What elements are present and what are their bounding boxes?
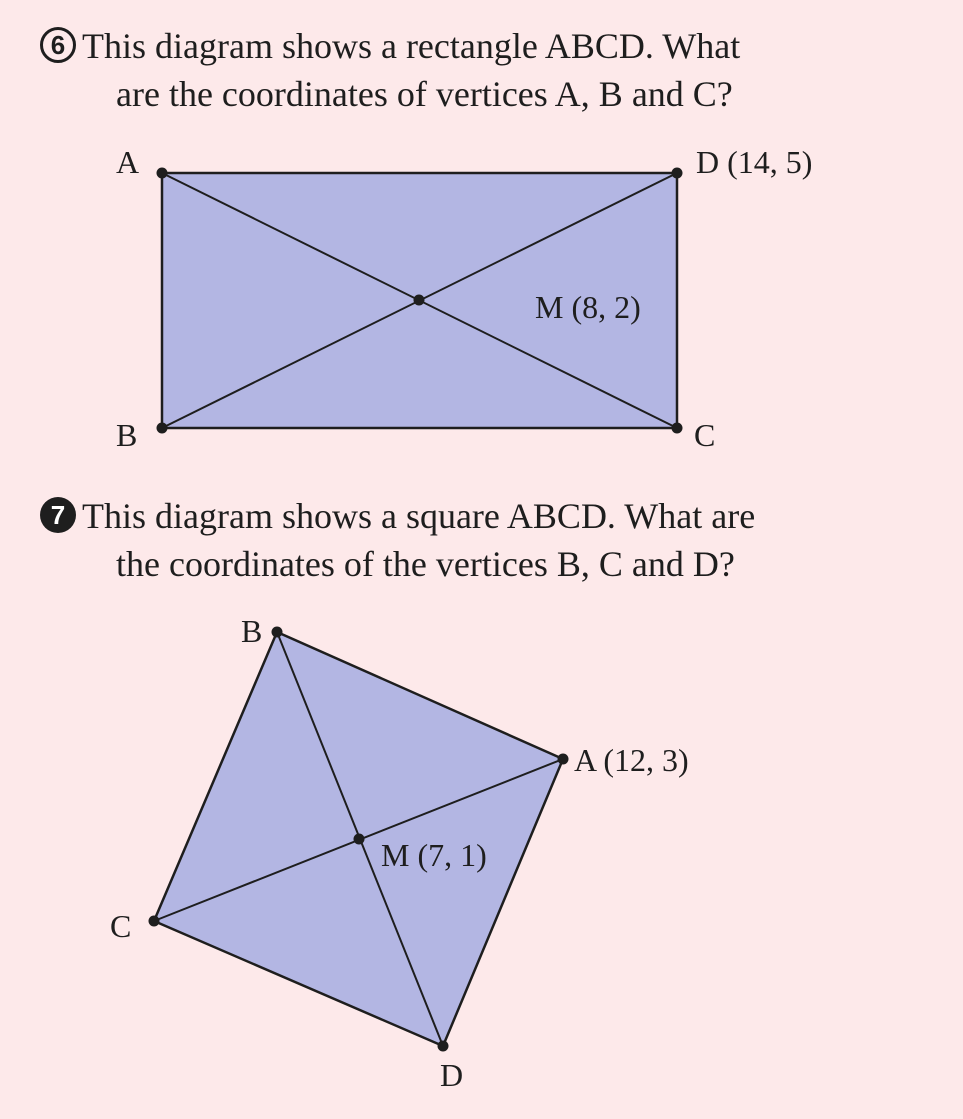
square-midpoint-m	[354, 834, 365, 845]
question-6-text-1: This diagram shows a rectangle ABCD. What	[82, 26, 741, 66]
rectangle-label-m: M (8, 2)	[535, 289, 641, 325]
question-7-text-1: This diagram shows a square ABCD. What are	[82, 496, 756, 536]
square-label-b: B	[241, 613, 263, 649]
rectangle-midpoint-m	[414, 295, 425, 306]
rectangle-vertex-b	[157, 423, 168, 434]
square-label-c: C	[110, 908, 132, 944]
square-diagram	[110, 613, 689, 1093]
rectangle-label-b: B	[116, 417, 138, 453]
square-vertex-b	[272, 627, 283, 638]
question-6-number: 6	[40, 27, 76, 63]
rectangle-label-d: D (14, 5)	[696, 144, 813, 180]
square-label-a: A (12, 3)	[574, 742, 689, 778]
square-vertex-a	[558, 754, 569, 765]
question-7-text-2: the coordinates of the vertices B, C and D?	[116, 544, 735, 584]
question-7-number: 7	[40, 497, 76, 533]
rectangle-vertex-c	[672, 423, 683, 434]
rectangle-label-a: A	[116, 144, 140, 180]
square-label-d: D	[440, 1057, 464, 1093]
square-label-m: M (7, 1)	[381, 837, 487, 873]
rectangle-vertex-d	[672, 168, 683, 179]
square-vertex-c	[149, 916, 160, 927]
rectangle-vertex-a	[157, 168, 168, 179]
question-6-text-2: are the coordinates of vertices A, B and C?	[116, 74, 733, 114]
rectangle-label-c: C	[694, 417, 716, 453]
square-vertex-d	[438, 1041, 449, 1052]
rectangle-diagram	[116, 144, 812, 453]
